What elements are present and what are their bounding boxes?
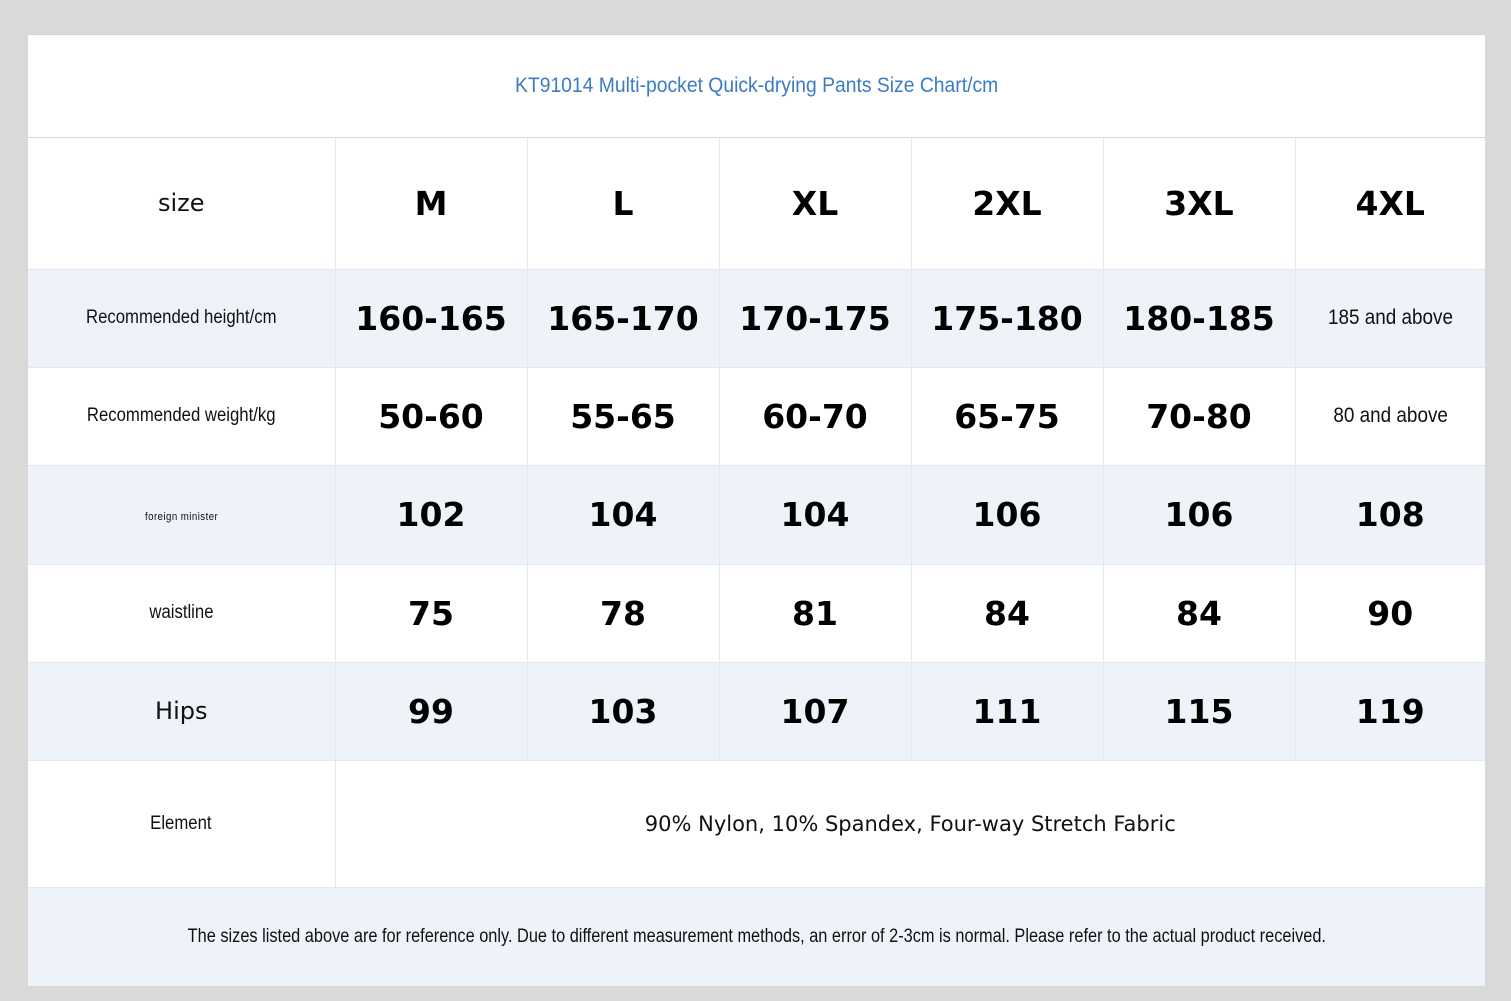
foreign-minister-value: 104 — [780, 495, 850, 534]
size-4xl: 4XL — [1355, 183, 1425, 223]
waistline-cell — [527, 564, 719, 662]
foreign-minister-label-cell — [28, 465, 335, 564]
waistline-value: 84 — [1176, 593, 1222, 633]
weight-cell — [1295, 367, 1485, 465]
weight-cell — [1103, 367, 1295, 465]
height-value: 185 and above — [1327, 306, 1453, 329]
hips-value: 111 — [972, 691, 1042, 731]
weight-label-cell — [28, 367, 335, 465]
weight-row — [28, 367, 1485, 465]
size-header-row — [28, 138, 1485, 269]
waistline-value: 75 — [408, 593, 454, 633]
size-cell-m — [335, 138, 527, 269]
size-cell-xl — [719, 138, 911, 269]
hips-cell — [911, 662, 1103, 760]
waistline-row — [28, 564, 1485, 662]
height-row — [28, 269, 1485, 367]
height-cell — [1103, 269, 1295, 367]
size-xl: XL — [791, 183, 839, 223]
height-cell — [527, 269, 719, 367]
foreign-minister-row — [28, 465, 1485, 564]
size-cell-2xl — [911, 138, 1103, 269]
weight-value: 60-70 — [762, 396, 868, 436]
weight-cell — [527, 367, 719, 465]
size-3xl: 3XL — [1164, 183, 1234, 223]
hips-cell — [719, 662, 911, 760]
waistline-value: 78 — [600, 593, 646, 633]
weight-cell — [335, 367, 527, 465]
hips-value: 107 — [780, 691, 850, 731]
weight-value: 70-80 — [1146, 396, 1252, 436]
element-row — [28, 760, 1485, 887]
waistline-cell — [335, 564, 527, 662]
waistline-cell — [911, 564, 1103, 662]
height-value: 170-175 — [739, 298, 891, 338]
foreign-minister-value: 106 — [1164, 495, 1234, 534]
weight-cell — [719, 367, 911, 465]
element-value-cell — [335, 760, 1485, 887]
weight-value: 65-75 — [954, 396, 1060, 436]
foreign-minister-cell — [1103, 465, 1295, 564]
waistline-label-cell — [28, 564, 335, 662]
element-label: Element — [150, 812, 212, 834]
disclaimer-note: The sizes listed above are for reference only. Due to different measurement methods, an error of 2-3cm is normal. Please refer to the actual product received. — [187, 925, 1326, 947]
height-cell — [719, 269, 911, 367]
hips-value: 115 — [1164, 691, 1234, 731]
weight-label: Recommended weight/kg — [86, 405, 276, 426]
waistline-cell — [719, 564, 911, 662]
hips-value: 103 — [588, 691, 658, 731]
foreign-minister-value: 108 — [1355, 495, 1425, 534]
hips-cell — [527, 662, 719, 760]
hips-row — [28, 662, 1485, 760]
height-cell — [335, 269, 527, 367]
waistline-value: 81 — [792, 593, 838, 633]
element-value: 90% Nylon, 10% Spandex, Four-way Stretch Fabric — [644, 811, 1176, 836]
note-row — [28, 888, 1485, 986]
chart-title: KT91014 Multi-pocket Quick-drying Pants Size Chart/cm — [514, 74, 999, 97]
size-cell-4xl — [1295, 138, 1485, 269]
hips-cell — [335, 662, 527, 760]
waistline-label: waistline — [149, 602, 214, 623]
foreign-minister-cell — [527, 465, 719, 564]
foreign-minister-value: 102 — [396, 495, 466, 534]
weight-value: 50-60 — [378, 396, 484, 436]
size-label: size — [157, 189, 205, 218]
height-cell — [911, 269, 1103, 367]
size-chart-sheet — [28, 34, 1485, 986]
waistline-value: 84 — [984, 593, 1030, 633]
foreign-minister-value: 106 — [972, 495, 1042, 534]
hips-value: 99 — [408, 691, 454, 731]
hips-cell — [1295, 662, 1485, 760]
waistline-cell — [1103, 564, 1295, 662]
foreign-minister-cell — [335, 465, 527, 564]
height-value: 175-180 — [931, 298, 1083, 338]
size-2xl: 2XL — [972, 183, 1042, 223]
weight-value: 55-65 — [570, 396, 676, 436]
foreign-minister-cell — [1295, 465, 1485, 564]
hips-label: Hips — [155, 697, 208, 725]
weight-cell — [911, 367, 1103, 465]
height-value: 165-170 — [547, 298, 699, 338]
height-cell — [1295, 269, 1485, 367]
hips-cell — [1103, 662, 1295, 760]
foreign-minister-cell — [719, 465, 911, 564]
hips-label-cell — [28, 662, 335, 760]
size-cell-l — [527, 138, 719, 269]
height-label: Recommended height/cm — [85, 307, 277, 328]
weight-value: 80 and above — [1332, 404, 1448, 427]
height-value: 180-185 — [1123, 298, 1275, 338]
foreign-minister-value: 104 — [588, 495, 658, 534]
size-cell-3xl — [1103, 138, 1295, 269]
size-m: M — [414, 183, 448, 223]
foreign-minister-label: foreign minister — [144, 511, 218, 523]
height-label-cell — [28, 269, 335, 367]
waistline-cell — [1295, 564, 1485, 662]
height-value: 160-165 — [355, 298, 507, 338]
size-label-cell — [28, 138, 335, 269]
foreign-minister-cell — [911, 465, 1103, 564]
size-table — [28, 138, 1485, 888]
hips-value: 119 — [1355, 691, 1425, 731]
size-l: L — [612, 183, 634, 223]
element-label-cell — [28, 760, 335, 887]
title-row — [28, 35, 1485, 138]
waistline-value: 90 — [1367, 593, 1414, 633]
